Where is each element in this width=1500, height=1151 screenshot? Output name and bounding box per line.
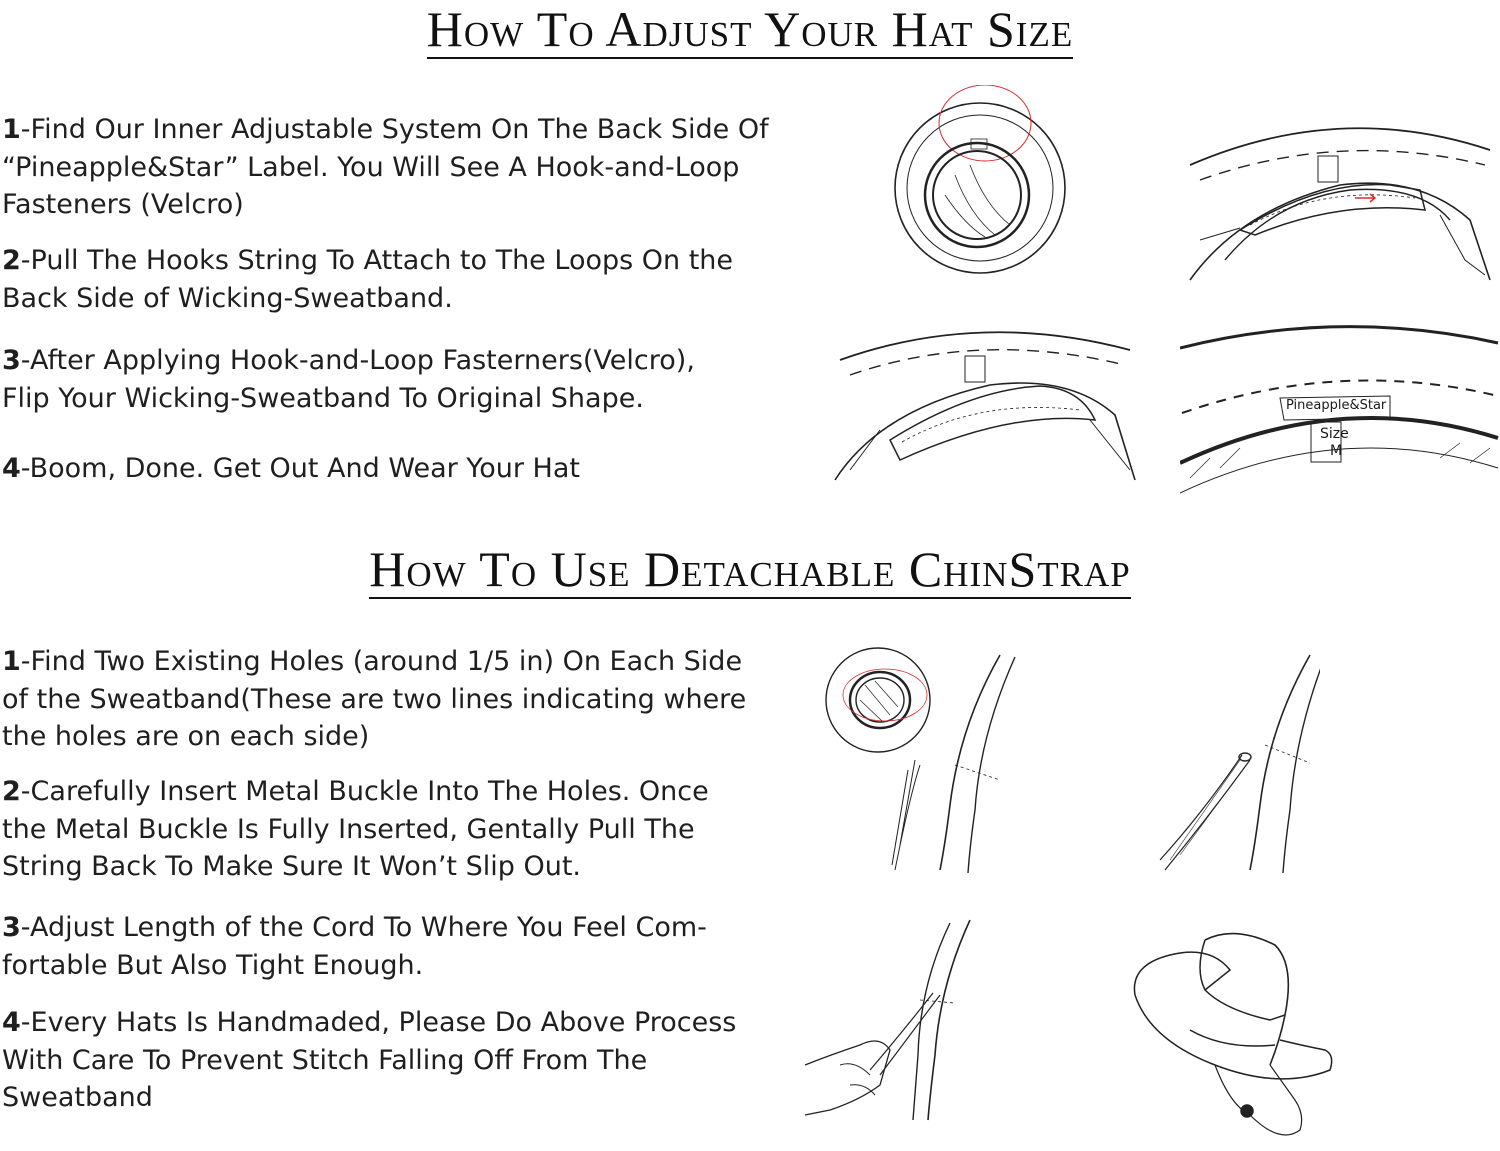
chinstrap-step-1: 1-Find Two Existing Holes (around 1/5 in) On Each Side of the Sweatband(These are two lines indicating where the holes are on each side) [2, 646, 747, 752]
hat-top-view-illustration [885, 85, 1085, 275]
buckle-inserted-illustration [1150, 645, 1320, 875]
sweatband-flipped-illustration [830, 320, 1150, 490]
chinstrap-step-4: 4-Every Hats Is Handmaded, Please Do Above Process With Care To Prevent Stitch Falling Off From The Sweatband [2, 1007, 737, 1113]
adjust-step-3: 3-After Applying Hook-and-Loop Fasterners(Velcro), Flip Your Wicking-Sweatband To Original Shape. [2, 345, 695, 414]
size-label-text: Size [1320, 426, 1349, 442]
chinstrap-step-2: 2-Carefully Insert Metal Buckle Into The Holes. Once the Metal Buckle Is Fully Inserted, Gentally Pull The String Back To Make Sure It Won’t Slip Out. [2, 776, 709, 882]
sweatband-velcro-illustration [1180, 110, 1500, 300]
chinstrap-step-3: 3-Adjust Length of the Cord To Where You Feel Com- fortable But Also Tight Enough. [2, 912, 707, 981]
pulling-cord-illustration [800, 915, 1000, 1125]
brand-label-illustration [1180, 318, 1500, 498]
size-value-text: M [1330, 443, 1343, 459]
section-title-chinstrap: How To Use Detachable ChinStrap [369, 541, 1131, 597]
brand-label-text: Pineapple&Star [1286, 398, 1387, 413]
adjust-step-4: 4-Boom, Done. Get Out And Wear Your Hat [2, 453, 580, 484]
hat-with-chinstrap-illustration [1130, 930, 1340, 1150]
adjust-step-1: 1-Find Our Inner Adjustable System On The Back Side Of “Pineapple&Star” Label. You Will See A Hook-and-Loop Fasteners (Velcro) [2, 114, 769, 220]
adjust-step-2: 2-Pull The Hooks String To Attach to The Loops On the Back Side of Wicking-Sweatband. [2, 245, 734, 314]
chinstrap-holes-illustration [820, 645, 1020, 875]
section-title-adjust-size: How To Adjust Your Hat Size [426, 1, 1074, 57]
